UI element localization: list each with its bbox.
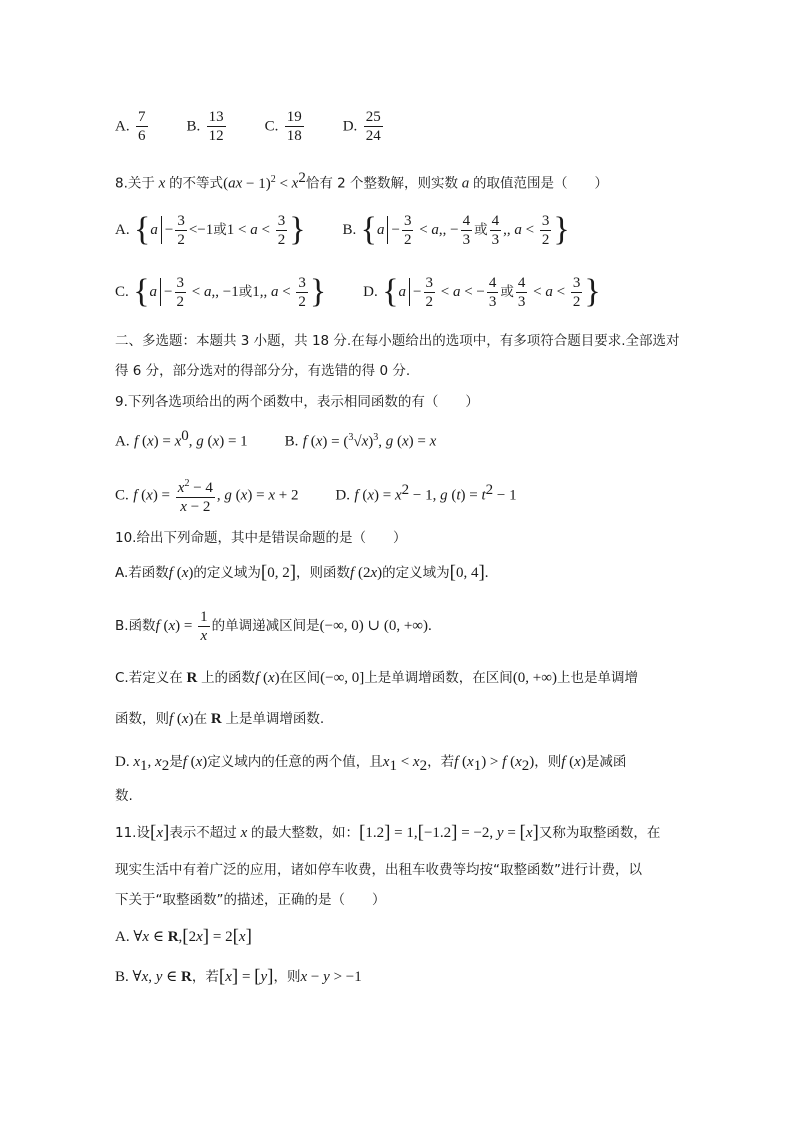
q11-stem-line2: 现实生活中有着广泛的应用，诸如停车收费，出租车收费等均按“取整函数”进行计费，以 [115, 862, 642, 878]
q10-stem: 10.给出下列命题，其中是错误命题的是（ ） [115, 530, 407, 546]
q11-stem-line1: 11.设[x]表示不超过 x 的最大整数，如：[1.2] = 1,[−1.2] = −2, y = [x]又称为取整函数，在 [115, 822, 661, 843]
q7-option-b-fraction: $\frac{13}{12}$ [208, 109, 224, 144]
q10-option-d-line1: D. $x_1$, $x_2$是f (x)定义域内的任意的两个值，且$x_1 < x_2$，若f $(x_1) > f$ $(x_2)$，则f (x)是减函 [115, 754, 627, 774]
q10-option-c-line1: C.若定义在 R 上的函数f (x)在区间(−∞, 0]上是单调增函数，在区间(0, +∞)上也是单调增 [115, 670, 638, 686]
q7-option-a-label: A. [115, 118, 130, 135]
q7-option-b-label: B. [186, 118, 201, 135]
q7-option-c-fraction: $\frac{19}{18}$ [286, 109, 302, 144]
q10-option-b: B.函数f (x) = $\frac{1}{x}$ 的单调递减区间是(−∞, 0) ∪ (0, +∞). [115, 608, 432, 644]
q10-option-d-line2: 数. [115, 788, 133, 804]
q11-option-a: A. ∀x ∈ R,[2x] = 2[x] [115, 926, 252, 947]
q9-options-cd: C. f (x) = $\frac{x^2 - 4}{x - 2}$ , g (x) = x + 2 D. f $(x) = x^2 - 1$, g $(t) = t^2 - 1$ [115, 470, 517, 516]
q7-option-d-fraction: $\frac{25}{24}$ [365, 109, 381, 144]
q8-stem: 8.关于 x 的不等式$(ax - 1)^2 < x^2$恰有 2 个整数解，则实数 a 的取值范围是（ ） [115, 170, 609, 192]
q7-options [115, 108, 385, 145]
q9-options-ab: A. f $(x) = x^0$, g (x) = 1 B. f $(x) = (^3√x)^3$, g (x) = x [115, 428, 437, 450]
q10-option-a: A.若函数f (x)的定义域为[0, 2]，则函数f (2x)的定义域为[0, 4]. [115, 562, 489, 583]
q8-options-cd: C. {a − $\frac{3}{2}$ < a,, −1或1,, a < $\frac{3}{2}$ } D. {a − $\frac{3}{2}$ < a < − $\frac{4}{3}$ 或 $\frac{4}{3}$ < a < $\frac{3}{2}$ } [115, 273, 601, 310]
q11-option-b: B. ∀x, y ∈ R，若[x] = [y]，则x − y > −1 [115, 966, 362, 987]
q10-option-c-line2: 函数，则f (x)在 R 上是单调增函数. [115, 711, 325, 727]
q8-options-ab: A. {a − $\frac{3}{2}$ <−1或1 < a < $\frac{3}{2}$ } B. {a − $\frac{3}{2}$ < a,, − $\frac{4}{3}$ 或 $\frac{4}{3}$ ,, a < $\frac{3}{2}$ } [115, 211, 570, 248]
section2-heading-line1: 二、多选题：本题共 3 小题，共 18 分.在每小题给出的选项中，有多项符合题目要求.全部选对 [115, 333, 680, 349]
q7-option-c-label: C. [264, 118, 279, 135]
q7-option-d-label: D. [342, 118, 358, 135]
q11-stem-line3: 下关于“取整函数”的描述，正确的是（ ） [115, 892, 386, 908]
section2-heading-line2: 得 6 分，部分选对的得部分分，有选错的得 0 分. [115, 363, 411, 379]
q9-stem: 9.下列各选项给出的两个函数中，表示相同函数的有（ ） [115, 394, 479, 410]
q7-option-a-fraction: $\frac{7}{6}$ [138, 109, 146, 144]
